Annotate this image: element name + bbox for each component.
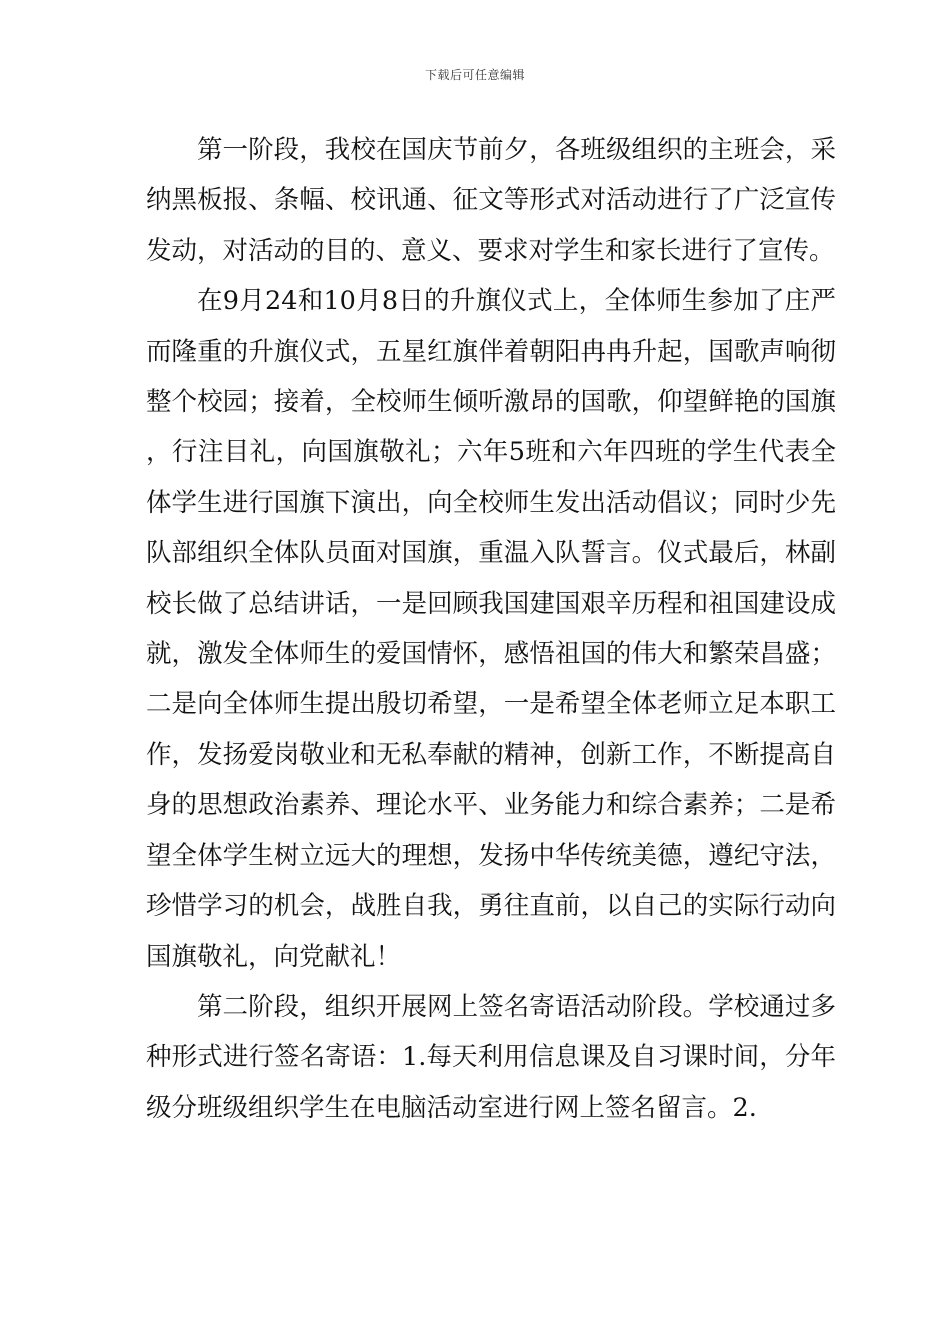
- paragraph-flag-ceremony: 在9月24和10月8日的升旗仪式上，全体师生参加了庄严而隆重的升旗仪式，五星红旗伴着朝阳冉冉升起，国歌声响彻整个校园；接着，全校师生倾听激昂的国歌，仰望鲜艳的国旗，行注目礼，向国旗敬礼；六年5班和六年四班的学生代表全体学生进行国旗下演出，向全校师生发出活动倡议；同时少先队部组织全体队员面对国旗，重温入队誓言。仪式最后，林副校长做了总结讲话，一是回顾我国建国艰辛历程和祖国建设成就，激发全体师生的爱国情怀，感悟祖国的伟大和繁荣昌盛；二是向全体师生提出殷切希望，一是希望全体老师立足本职工作，发扬爱岗敬业和无私奉献的精神，创新工作，不断提高自身的思想政治素养、理论水平、业务能力和综合素养；二是希望全体学生树立远大的理想，发扬中华传统美德，遵纪守法，珍惜学习的机会，战胜自我，勇往直前，以自己的实际行动向国旗敬礼，向党献礼！: [146, 286, 836, 972]
- page-header: 下载后可任意编辑: [424, 68, 525, 82]
- paragraph-stage-two: 第二阶段，组织开展网上签名寄语活动阶段。学校通过多种形式进行签名寄语：1.每天利用信息课及自习课时间，分年级分班级组织学生在电脑活动室进行网上签名留言。2.: [146, 991, 836, 1123]
- paragraph-stage-one: 第一阶段，我校在国庆节前夕，各班级组织的主班会，采纳黑板报、条幅、校讯通、征文等形式对活动进行了广泛宣传发动，对活动的目的、意义、要求对学生和家长进行了宣传。: [146, 135, 836, 266]
- document-body: [146, 125, 836, 1133]
